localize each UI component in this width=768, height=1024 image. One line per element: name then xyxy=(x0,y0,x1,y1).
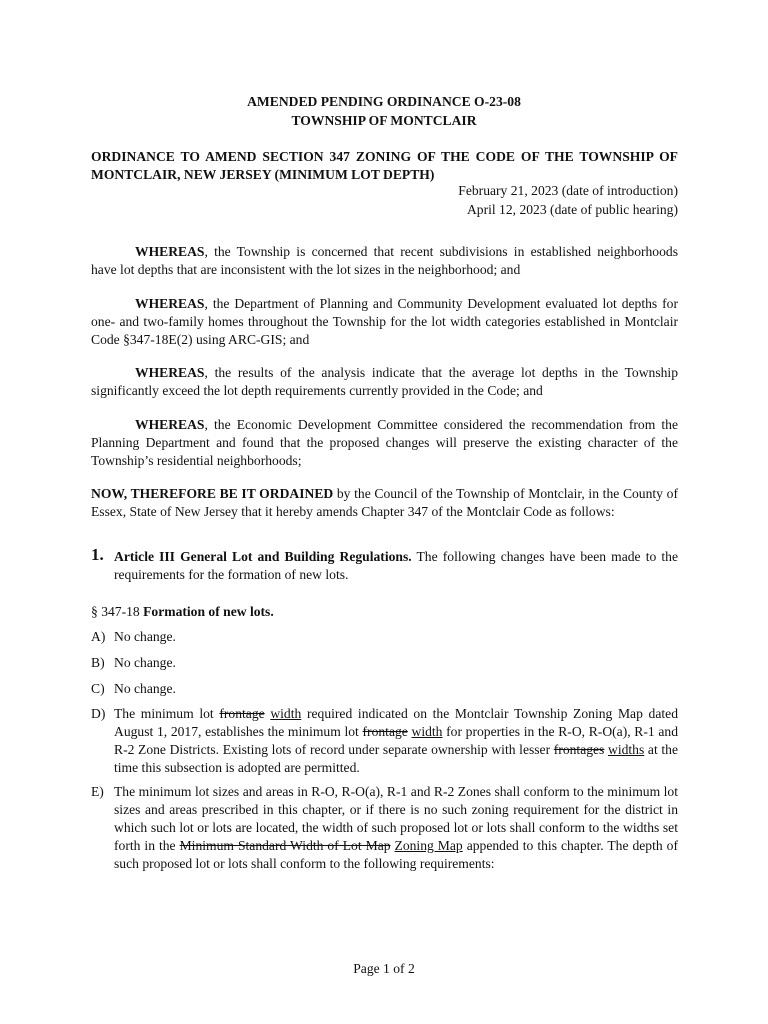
list-item-d xyxy=(91,705,678,777)
list-label: B) xyxy=(91,655,105,670)
article-item xyxy=(91,545,678,584)
section-heading xyxy=(91,603,678,621)
whereas-paragraph-1 xyxy=(91,243,678,279)
ordained-lead: NOW, THEREFORE BE IT ORDAINED xyxy=(91,486,334,501)
deleted-text: frontage xyxy=(219,706,265,721)
whereas-lead: WHEREAS xyxy=(135,296,205,311)
list-label: A) xyxy=(91,629,106,644)
whereas-lead: WHEREAS xyxy=(135,365,205,380)
list-label: E) xyxy=(91,784,104,799)
list-label: D) xyxy=(91,706,106,721)
list-text: No change. xyxy=(114,655,176,670)
whereas-lead: WHEREAS xyxy=(135,244,205,259)
list-text: The minimum lot sizes and areas in R-O, R-O(a), R-1 and R-2 Zones shall conform to the minimum lot sizes and areas prescribed in this chapter, or if there is no such zoning requirement for the district in which such lot or lots are located, the width of such proposed lot or lots shall conform to the widths set forth in the xyxy=(114,784,678,853)
deleted-text: frontages xyxy=(553,742,605,757)
article-text: The following changes have been made to the requirements for the formation of new lots. xyxy=(114,549,678,582)
inserted-text: width xyxy=(270,706,302,721)
township-name: TOWNSHIP OF MONTCLAIR xyxy=(291,113,477,128)
ordained-paragraph xyxy=(91,485,678,521)
list-text: No change. xyxy=(114,629,176,644)
list-text: No change. xyxy=(114,681,176,696)
ordinance-number: AMENDED PENDING ORDINANCE O-23-08 xyxy=(247,94,521,109)
whereas-lead: WHEREAS xyxy=(135,417,205,432)
list-label: C) xyxy=(91,681,105,696)
list-item-a xyxy=(91,628,678,646)
section-title: Formation of new lots. xyxy=(143,604,274,619)
whereas-text: , the Department of Planning and Community Development evaluated lot depths for one- and two-family homes throughout the Township for the lot width categories established in Montclair Code §347-18E(2) using ARC-GIS; and xyxy=(91,296,678,347)
article-heading: Article III General Lot and Building Regulations. xyxy=(114,549,412,564)
article-number: 1. xyxy=(91,545,104,564)
date-public-hearing: April 12, 2023 (date of public hearing) xyxy=(466,202,678,217)
list-item-c xyxy=(91,680,678,698)
deleted-text: Minimum Standard Width of Lot Map xyxy=(179,838,391,853)
deleted-text: frontage xyxy=(362,724,408,739)
list-text: required indicated on the Montclair Township Zoning Map dated August 1, 2017, establishes the minimum lot xyxy=(114,706,678,739)
ordained-text: by the Council of the Township of Montclair, in the County of Essex, State of New Jersey that it hereby amends Chapter 347 of the Montclair Code as follows: xyxy=(91,486,678,519)
whereas-paragraph-2 xyxy=(91,295,678,349)
list-text: appended to this chapter. The depth of such proposed lot or lots shall conform to the following requirements: xyxy=(114,838,678,871)
list-item-b xyxy=(91,654,678,672)
inserted-text: Zoning Map xyxy=(394,838,463,853)
list-item-e xyxy=(91,783,678,873)
whereas-paragraph-4 xyxy=(91,416,678,470)
inserted-text: width xyxy=(411,724,443,739)
whereas-text: , the Township is concerned that recent subdivisions in established neighborhoods have lot depths that are inconsistent with the lot sizes in the neighborhood; and xyxy=(91,244,678,277)
section-number: § 347-18 xyxy=(91,604,144,619)
whereas-text: , the Economic Development Committee considered the recommendation from the Planning Department and found that the proposed changes will preserve the existing character of the Township’s residential neighborhoods; xyxy=(91,417,678,468)
date-introduction: February 21, 2023 (date of introduction) xyxy=(458,183,678,198)
whereas-text: , the results of the analysis indicate that the average lot depths in the Township significantly exceed the lot depth requirements currently provided in the Code; and xyxy=(91,365,678,398)
inserted-text: widths xyxy=(608,742,645,757)
list-text: for properties in the R-O, R-O(a), R-1 and R-2 Zone Districts. Existing lots of record under separate ownership with lesser xyxy=(114,724,678,757)
whereas-paragraph-3 xyxy=(91,364,678,400)
ordinance-title: ORDINANCE TO AMEND SECTION 347 ZONING OF THE CODE OF THE TOWNSHIP OF MONTCLAIR, NEW JERSEY (MINIMUM LOT DEPTH) xyxy=(91,149,678,182)
list-text: The minimum lot xyxy=(114,706,220,721)
page-number: Page 1 of 2 xyxy=(353,961,415,976)
list-text: at the time this subsection is adopted are permitted. xyxy=(114,742,678,775)
